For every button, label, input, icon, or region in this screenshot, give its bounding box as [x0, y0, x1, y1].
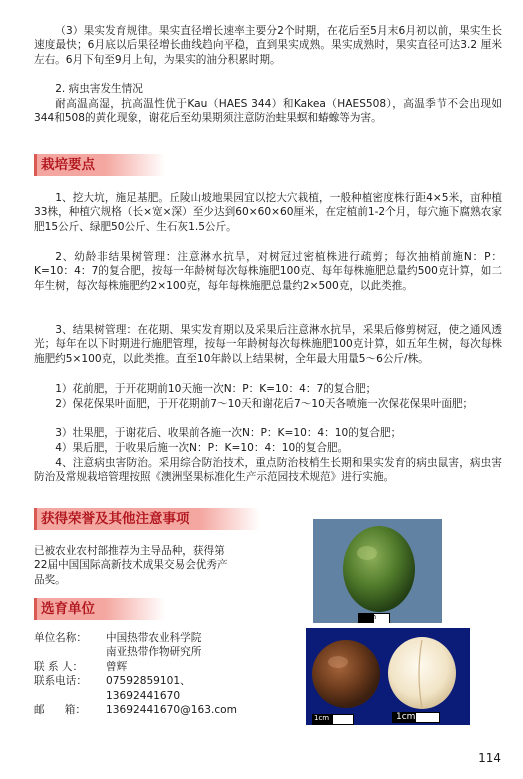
fertilizer-step-3: 3）壮果肥，于谢花后、收果前各施一次N：P：K=10：4：10的复合肥；	[55, 427, 402, 439]
unit-value: 中国热带农业科学院	[106, 632, 202, 644]
scale-label-left: 1cm	[314, 714, 330, 722]
phone-value: 07592859101、	[106, 675, 191, 688]
heading-fade-decoration	[105, 598, 165, 620]
breeder-heading	[34, 598, 105, 620]
info-row-phone	[34, 674, 237, 688]
info-row-unit-2	[34, 645, 237, 659]
info-row-phone-2	[34, 689, 237, 703]
page-number: 114	[478, 751, 501, 765]
cultivation-heading-text: 栽培要点	[41, 157, 95, 173]
scale-label: 1cm	[361, 613, 377, 621]
cultivation-paragraph-2: 2、幼龄非结果树管理：注意淋水抗旱，对树冠过密植株进行疏剪；每次抽梢前施N：P：K=10：4：7的复合肥，按每一年龄树每次每株施肥100克、每年每株施肥总量约500克计算，如二年生树，每次每株施肥约2×100克，每年每株施肥总量约2×500克，以此类推。	[34, 251, 502, 292]
info-row-email	[34, 703, 237, 717]
honors-heading	[34, 508, 200, 530]
honors-heading-text: 获得荣誉及其他注意事项	[41, 511, 190, 527]
green-fruit-icon	[313, 519, 442, 623]
email-value: 13692441670@163.com	[106, 704, 237, 717]
info-row-unit	[34, 631, 237, 645]
cultivation-paragraph-3: 3、结果树管理：在花期、果实发育期以及采果后注意淋水抗旱，采果后修剪树冠，使之通风透光；每年在以下时期进行施肥管理，按每一年龄树每次每株施肥100克计算，如五年生树，每次每株施肥约5×100克，以此类推。直至10年龄以上结果树，全年最大用量5～6公斤/株。	[34, 324, 502, 365]
scale-label-right: 1cm	[396, 712, 416, 722]
cultivation-paragraph-1: 1、挖大坑，施足基肥。丘陵山坡地果园宜以挖大穴栽植，一般种植密度株行距4×5米，亩种植33株，种植穴规格（长×宽×深）至少达到60×60×60厘米，在定植前1-2个月，每穴施下腐熟农家肥15公斤、绿肥50公斤、生石灰1.5公斤。	[34, 192, 502, 233]
breeder-heading-text: 选育单位	[41, 601, 95, 617]
info-row-contact	[34, 660, 237, 674]
fruit-photo	[313, 519, 442, 623]
phone-label-empty	[34, 689, 106, 703]
pest-paragraph: 耐高温高湿，抗高温性优于Kau（HAES 344）和Kakea（HAES508），高温季节不会出现如344和508的黄化现象，谢花后至幼果期须注意防治蛀果螟和蝽蟓等为害。	[34, 98, 502, 125]
contact-label: 联 系 人：	[34, 660, 84, 673]
email-label: 邮 箱：	[34, 704, 86, 717]
pest-subheading: 2. 病虫害发生情况	[55, 83, 143, 95]
fertilizer-step-4: 4）果后肥，于收果后施一次N：P：K=10：4：10的复合肥。	[55, 442, 349, 454]
fertilizer-step-1: 1）花前肥，于开花期前10天施一次N：P：K=10：4：7的复合肥；	[55, 383, 377, 395]
unit-value-2: 南亚热带作物研究所	[106, 646, 202, 659]
nut-and-kernel-icon	[306, 628, 470, 725]
unit-label: 单位名称：	[34, 632, 87, 644]
cultivation-heading	[34, 154, 105, 176]
honors-text: 已被农业农村部推荐为主导品种，获得第22届中国国际高新技术成果交易会优秀产品奖。	[34, 545, 228, 586]
heading-fade-decoration	[105, 154, 165, 176]
phone-value-2: 13692441670	[106, 689, 181, 702]
fruit-development-paragraph: （3）果实发育规律。果实直径增长速率主要分2个时期，在花后至5月末6月初以前，果实生长速度最快；6月底以后果径增长曲线趋向平稳，直到果实成熟。果实成熟时，果实直径可达3.2 厘米左右。6月下旬至9月上旬，为果实的油分积累时期。	[34, 25, 502, 66]
unit-label-empty	[34, 645, 106, 659]
fertilizer-step-2: 2）保花保果叶面肥，于开花期前7～10天和谢花后7～10天各喷施一次保花保果叶面肥；	[55, 398, 474, 410]
contact-value: 曾辉	[106, 660, 128, 673]
phone-label: 联系电话：	[34, 675, 87, 688]
cultivation-paragraph-4: 4、注意病虫害防治。采用综合防治技术，重点防治枝梢生长期和果实发育的病虫鼠害，病虫害防治及常规栽培管理按照《澳洲坚果标准化生产示范园技术规范》进行实施。	[34, 457, 502, 484]
nut-photo	[306, 628, 470, 725]
heading-fade-decoration	[200, 508, 260, 530]
breeder-info	[34, 631, 237, 717]
